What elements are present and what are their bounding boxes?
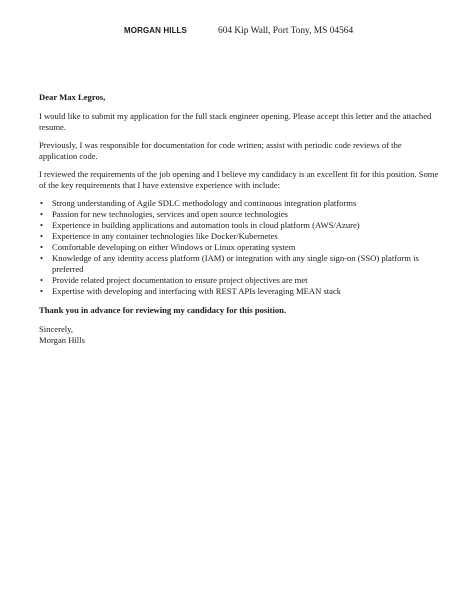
list-item [39,242,439,253]
bullet-icon: • [40,286,44,296]
sender-address: 604 Kip Wall, Port Tony, MS 04564 [218,26,354,36]
list-item [39,198,439,209]
paragraph-intro: I would like to submit my application for the full stack engineer opening. Please accept this letter and the attached resume. [39,111,432,132]
list-item-text: Provide related project documentation to ensure project objectives are met [52,275,308,285]
closing-statement: Thank you in advance for reviewing my candidacy for this position. [39,305,287,315]
bullet-icon: • [40,275,44,285]
list-item-text: Knowledge of any identity access platform (IAM) or integration with any single sign-on (SSO) platform is preferred [52,253,419,274]
sender-name: MORGAN HILLS [124,26,187,35]
list-item-text: Strong understanding of Agile SDLC methodology and continuous integration platforms [52,198,357,208]
list-item [39,231,439,242]
list-item-text: Experience in building applications and automation tools in cloud platform (AWS/Azure) [52,220,360,230]
bullet-icon: • [40,242,44,252]
list-item-text: Passion for new technologies, services and open source technologies [52,209,289,219]
bullet-icon: • [40,220,44,230]
salutation: Dear Max Legros, [39,92,106,102]
list-item [39,220,439,231]
bullet-icon: • [40,231,44,241]
list-item [39,286,439,297]
list-item [39,253,439,275]
bullet-icon: • [40,253,44,263]
bullet-icon: • [40,209,44,219]
paragraph-requirements: I reviewed the requirements of the job opening and I believe my candidacy is an excellent fit for this position. Some of the key requirements that I have extensive experience with include: [39,169,439,190]
list-item [39,275,439,286]
bullet-icon: • [40,198,44,208]
requirements-list [39,198,439,297]
signature-name: Morgan Hills [39,335,85,345]
valediction: Sincerely, [39,324,74,334]
paragraph-experience: Previously, I was responsible for documentation for code written; assist with periodic code reviews of the application code. [39,140,402,161]
list-item-text: Experience in any container technologies like Docker/Kubernetes [52,231,278,241]
list-item-text: Comfortable developing on either Windows or Linux operating system [52,242,296,252]
list-item [39,209,439,220]
letterhead [0,25,474,39]
list-item-text: Expertise with developing and interfacing with REST APIs leveraging MEAN stack [52,286,342,296]
letter-body [39,92,439,346]
